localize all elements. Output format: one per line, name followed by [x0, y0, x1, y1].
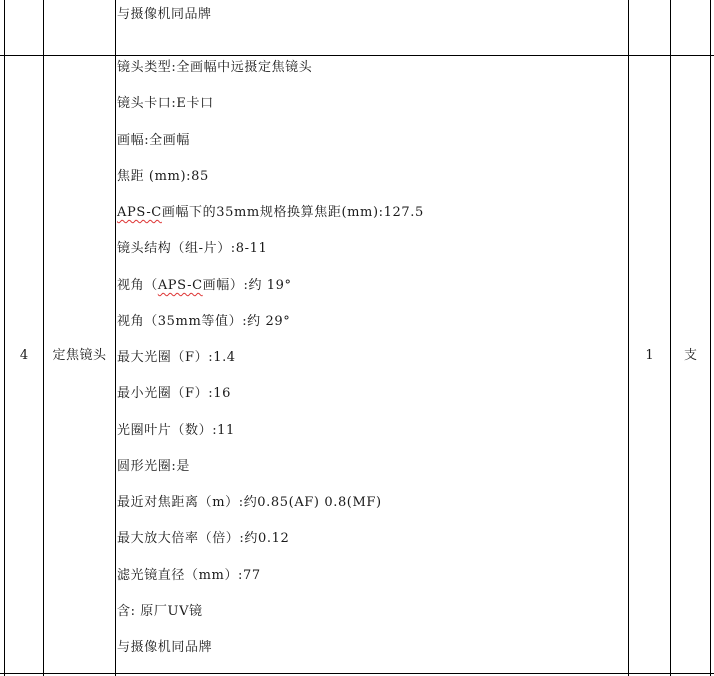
spec-line-flagged-term: APS-C: [157, 278, 203, 293]
top-row-spec-text: 与摄像机同品牌: [117, 7, 212, 22]
item-name: 定焦镜头: [52, 348, 107, 363]
col-divider-qty: [670, 0, 671, 676]
spec-line: [117, 169, 209, 185]
spec-line-text: 与摄像机同品牌: [117, 640, 213, 655]
col-divider-right-edge: [710, 0, 711, 676]
spec-line-text: 最大放大倍率（倍）:约0.12: [117, 531, 290, 546]
spec-line: [117, 350, 236, 366]
spec-line-text: 画幅）:约 19°: [202, 278, 292, 293]
spec-line-text: 画幅下的35mm规格换算焦距(mm):127.5: [161, 205, 424, 220]
spec-line-text: 滤光镜直径（mm）:77: [117, 568, 261, 583]
spec-line-prefix: 视角（: [117, 278, 158, 293]
spec-line-text: 视角（35mm等值）:约 29°: [117, 314, 291, 329]
spec-line-text: 镜头卡口:E卡口: [117, 96, 214, 111]
spec-line-text: 最近对焦距离（m）:约0.85(AF) 0.8(MF): [117, 495, 382, 510]
spec-line-text: 画幅:全画幅: [117, 133, 190, 148]
spec-line-text: 含: 原厂UV镜: [117, 604, 203, 619]
spec-line: [117, 314, 290, 330]
spec-line: [117, 495, 382, 511]
spec-line-text: 光圈叶片（数）:11: [117, 423, 235, 438]
col-divider-left-edge: [4, 0, 5, 676]
spec-line: [117, 241, 267, 257]
col-divider-index: [43, 0, 44, 676]
row-divider-bottom: [0, 673, 714, 674]
spec-line-text: 镜头类型:全画幅中远摄定焦镜头: [117, 60, 313, 75]
spec-line-text: 镜头结构（组-片）:8-11: [117, 241, 268, 256]
spec-line: [117, 531, 289, 547]
spec-line: [117, 604, 203, 620]
item-unit: 支: [683, 348, 697, 363]
spec-line: [117, 278, 292, 294]
spec-line: [117, 568, 261, 584]
row-divider-top: [0, 55, 714, 56]
spec-line: [117, 459, 190, 475]
spec-line-text: 圆形光圈:是: [117, 459, 190, 474]
spec-line-text: 最小光圈（F）:16: [117, 386, 231, 401]
col-divider-spec: [628, 0, 629, 676]
spec-line: [117, 386, 231, 402]
spec-line: [117, 205, 424, 221]
spec-line: [117, 133, 190, 149]
spec-line: [117, 423, 235, 439]
spec-line-text: 最大光圈（F）:1.4: [117, 350, 236, 365]
item-quantity: 1: [645, 348, 654, 363]
spec-line-flagged-term: APS-C: [117, 205, 162, 220]
spec-line: [117, 640, 212, 656]
col-divider-name: [115, 0, 116, 676]
spec-line-text: 焦距 (mm):85: [117, 169, 209, 184]
spec-line: [117, 60, 312, 76]
spec-line: [117, 96, 214, 112]
item-index: 4: [19, 348, 29, 363]
